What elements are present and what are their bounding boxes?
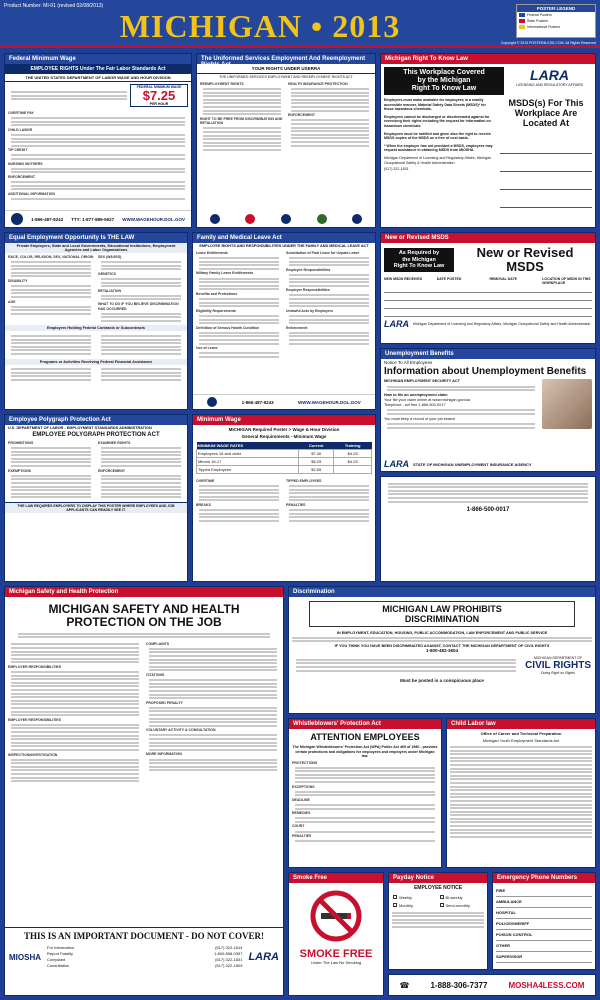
smoke-free-sub: Under The Law No Smoking <box>310 960 362 965</box>
flsa-contact <box>5 210 191 227</box>
panel-title: Discrimination <box>289 587 595 597</box>
lara-logo: LARA <box>384 459 409 469</box>
discrimination-contact: IF YOU THINK YOU HAVE BEEN DISCRIMINATED AGAINST, CONTACT THE MICHIGAN DEPARTMENT OF CIVIL RIGHTS <box>334 643 550 648</box>
panel-eeo <box>4 232 188 410</box>
emergency-row: FIRE <box>496 886 592 897</box>
civil-rights-logo: MICHIGAN DEPARTMENT OF CIVIL RIGHTS Doing Right on Rights <box>525 655 591 675</box>
panel-discrimination <box>288 586 596 714</box>
panel-smoke-free <box>288 872 384 996</box>
msds-table-lines[interactable] <box>381 285 595 317</box>
legend-title: POSTER LEGEND <box>517 5 595 12</box>
msds-footer: LARA Michigan Department of Licensing and Regulatory Affairs, Michigan Occupational Safety and Health Administration <box>384 319 591 329</box>
panel-title: Family and Medical Leave Act <box>193 233 375 243</box>
panel-payday <box>388 872 488 970</box>
do-not-cover: THIS IS AN IMPORTANT DOCUMENT - DO NOT COVER! <box>23 931 265 941</box>
legend-item: State Posters <box>517 18 595 24</box>
panel-child-labor <box>446 718 596 868</box>
product-number: Product Number: MI-01 (revised 02/08/2013) <box>4 3 104 9</box>
safety-contacts: For Information (517) 322-1814 Report Fatality 1-800-858-0397 Complaint (517) 322-1831 Consultation (517) 322-1809 <box>47 945 243 968</box>
seal-icon <box>245 214 255 224</box>
no-smoking-icon <box>309 889 363 943</box>
footer-site: MOSHA4LESS.COM <box>508 980 585 990</box>
emergency-row: POLICE/SHERIFF <box>496 919 592 930</box>
contact-site: WWW.WAGEHOUR.DOL.GOV <box>298 399 361 405</box>
panel-title: The Uniformed Services Employment And Reemployment Rights Act <box>197 54 375 64</box>
mi-wage-heading: MICHIGAN Required Poster > Wage & Hour Division <box>228 427 340 432</box>
panel-right-to-know <box>380 53 596 228</box>
fmla-body: Leave Entitlements Military Family Leave Entitlements Benefits and Protections Eligibility Requirements Definition of Serious Health Condition Use of Leave Substitution of Paid Leave for Unpaid Leave Employee Responsibilities Employer Responsibilities Unlawful Acts by Employers Enforcement <box>193 249 375 361</box>
covered-box: This Workplace Covered by the Michigan Right To Know Law <box>384 67 504 95</box>
lara-logo: LARA <box>248 951 279 963</box>
emergency-row: POISON CONTROL <box>496 930 592 941</box>
panel-blank-right <box>380 476 596 582</box>
panel-safety <box>4 586 284 996</box>
panel-title: Emergency Phone Numbers <box>493 873 595 883</box>
panel-title: Michigan Safety and Health Protection <box>5 587 283 597</box>
panel-title: New or Revised MSDS <box>381 233 595 243</box>
legend-item: Informational Posters <box>517 24 595 30</box>
phone-icon: ☎ <box>399 980 410 990</box>
panel-federal-minimum-wage <box>4 53 192 228</box>
checkbox-icon <box>393 903 397 907</box>
table-row: Minors 16-17 $6.29 $4.25 <box>197 458 372 466</box>
intro-text <box>8 89 130 101</box>
uia-phone: 1-866-500-0017 <box>466 506 510 513</box>
safety-footer <box>5 927 283 995</box>
polygraph-agency: U.S. DEPARTMENT OF LABOR - EMPLOYMENT STANDARDS ADMINISTRATION <box>8 426 152 430</box>
panel-title: Minimum Wage <box>193 415 375 425</box>
panel-polygraph <box>4 414 188 582</box>
panel-emergency <box>492 872 596 970</box>
panel-title: Child Labor law <box>447 719 595 729</box>
eeo-body: RACE, COLOR, RELIGION, SEX, NATIONAL ORIGIN DISABILITY AGE SEX (WAGES) GENETICS RETALIATION WHAT TO DO IF YOU BELIEVE DISCRIMINATION HAS OCCURRED <box>5 253 187 325</box>
poster-header <box>0 0 600 48</box>
panel-title: Unemployment Benefits <box>381 349 595 359</box>
userra-body: REEMPLOYMENT RIGHTS RIGHT TO BE FREE FROM DISCRIMINATION AND RETALIATION HEALTH INSURANCE PROTECTION ENFORCEMENT <box>197 80 375 155</box>
discrimination-title: MICHIGAN LAW PROHIBITS DISCRIMINATION <box>309 601 575 627</box>
posting-notice: Must be posted in a conspicuous place <box>400 677 484 683</box>
mi-wage-body: OVERTIME BREAKS TIPPED EMPLOYEES PENALTIES <box>193 477 375 526</box>
contact-phone: 1-866-487-9243 <box>31 216 64 222</box>
uia-footer: LARA STATE OF MICHIGAN UNEMPLOYMENT INSURANCE AGENCY <box>384 459 532 469</box>
payday-option[interactable]: Bi-weekly <box>440 895 484 900</box>
seal-icon <box>281 214 291 224</box>
lara-logo: LARA LICENSING AND REGULATORY AFFAIRS <box>515 67 584 87</box>
fmla-heading: EMPLOYEE RIGHTS AND RESPONSIBILITIES UNDER THE FAMILY AND MEDICAL LEAVE ACT <box>199 244 369 248</box>
miosha-logo: MIOSHA <box>9 952 41 962</box>
emergency-row: SUPERVISOR <box>496 952 592 963</box>
checkbox-icon <box>440 903 444 907</box>
wpa-sections: PROTECTIONS EXCEPTIONS DEADLINE REMEDIES COURT PENALTIES <box>289 759 441 846</box>
mi-wage-subheading: General Requirements - Minimum Wage <box>241 434 327 439</box>
checkbox-icon <box>440 895 444 899</box>
eeo-subheading: Employers Holding Federal Contracts or Subcontracts <box>5 325 187 331</box>
panel-title: Whistleblowers' Protection Act <box>289 719 441 729</box>
swatch-icon <box>519 13 525 17</box>
panel-title: Equal Employment Opportunity Is THE LAW <box>5 233 187 243</box>
person-photo-icon <box>542 379 592 429</box>
discrimination-phone: 1-800-482-3604 <box>425 647 459 653</box>
seal-icon <box>11 213 23 225</box>
polygraph-heading: EMPLOYEE POLYGRAPH PROTECTION ACT <box>32 432 160 438</box>
msds-table-head: NEW MSDS RECEIVED DATE POSTED REMOVAL DATE LOCATION OF MSDS IN THIS WORKPLACE <box>384 277 591 285</box>
emergency-row: HOSPITAL <box>496 908 592 919</box>
emergency-row: AMBULANCE <box>496 897 592 908</box>
footer-phone: 1-888-306-7377 <box>430 980 488 990</box>
notice-line: Notice To All Employees <box>384 360 433 365</box>
poster-title: MICHIGAN • 2013 <box>119 8 401 44</box>
contact-phone: 1-866-487-9243 <box>241 399 274 405</box>
userra-heading: YOUR RIGHTS UNDER USERRA <box>197 64 375 74</box>
panel-userra <box>196 53 376 228</box>
unemployment-steps: MICHIGAN EMPLOYMENT SECURITY ACT How to file an unemployment claim Your file your claim online at www.michigan.gov/uia Telephone - toll free 1-866-500-0017 You must keep a record of your job search <box>384 379 538 430</box>
eeo-heading: Private Employers, State and Local Governments, Educational Institutions, Employment Agencies and Labor Organizations <box>5 243 187 253</box>
agency-logos <box>197 214 375 224</box>
seal-icon <box>352 214 362 224</box>
emergency-list <box>493 883 595 966</box>
attention-heading: ATTENTION EMPLOYEES <box>310 732 420 742</box>
panel-title: Payday Notice <box>389 873 487 883</box>
agency-name: THE UNITED STATES DEPARTMENT OF LABOR WAGE AND HOUR DIVISION <box>5 74 191 82</box>
panel-whistleblowers <box>288 718 442 868</box>
panel-title: Smoke Free <box>289 873 383 883</box>
payday-option[interactable]: Weekly <box>393 895 437 900</box>
lara-logo: LARA <box>384 319 409 329</box>
panel-title: Employee Polygraph Protection Act <box>5 415 187 425</box>
panel-unemployment <box>380 348 596 472</box>
wpa-intro: The Michigan Whistleblowers' Protection Act (WPA) Public Act 469 of 1980 - provides certain protections and obligations for employees and employers under Michigan law. <box>292 745 438 758</box>
payday-heading: EMPLOYEE NOTICE <box>413 885 463 891</box>
seal-icon <box>317 214 327 224</box>
polygraph-body: PROHIBITIONS EXEMPTIONS EXAMINEE RIGHTS ENFORCEMENT <box>5 439 187 502</box>
payday-option[interactable]: Semi-monthly <box>440 903 484 908</box>
smoke-free-label: SMOKE FREE <box>299 948 373 960</box>
required-box: As Required by the Michigan Right To Know Law <box>384 248 454 272</box>
panel-title: Federal Minimum Wage <box>5 54 191 64</box>
unemployment-contact-lines <box>381 477 595 517</box>
panel-new-msds <box>380 232 596 344</box>
wage-rate-table: MINIMUM WAGE RATES Current Training Employees 18 and older $7.40 $4.25 Minors 16-17 $6.29 $4.25 Tipped Employees $2.65 <box>196 442 372 474</box>
unemployment-title: Information about Unemployment Benefits <box>384 366 587 377</box>
discrimination-scope: IN EMPLOYMENT, EDUCATION, HOUSING, PUBLIC ACCOMMODATION, LAW ENFORCEMENT AND PUBLIC SERVICE <box>336 631 548 635</box>
new-msds-title: New or Revised MSDS <box>476 245 574 274</box>
seal-icon <box>207 397 217 407</box>
right-to-know-text: Employers must make available for employees in a readily accessible manner, Material Safety Data Sheets (MSDS)* for those hazardous chemicals. Employees cannot be discharged or discriminated against for exercising their rights including the request for information on hazardous chemicals. Employees must be notified and given also the right to receive MSDS copies of the MSDS on a free of cost basis. * When the employer has not provided a MSDS, employees may request assistance in obtaining MSDS from MIOSHA. Michigan Department of Licensing and Regulatory Affairs, Michigan Occupational Safety & Health Administration (517) 322-1831 <box>384 98 493 172</box>
federal-wage: $7.25 <box>142 88 176 103</box>
flsa-sections: OVERTIME PAY CHILD LABOR TIP CREDIT NURSING MOTHERS ENFORCEMENT ADDITIONAL INFORMATION <box>5 109 191 203</box>
msds-location-box: MSDS(s) For This Workplace Are Located At <box>500 98 592 208</box>
copyright-text: Copyright © 2013 POSTER4LESS.COM. All Rights Reserved <box>500 41 596 45</box>
child-labor-heading: Office of Career and Technical Preparation <box>480 731 562 736</box>
flsa-heading: EMPLOYEE RIGHTS Under The Fair Labor Standards Act <box>5 64 191 74</box>
contact-tty: TTY: 1-877-889-5627 <box>71 216 115 222</box>
child-labor-subheading: Michigan Youth Employment Standards Act <box>482 738 560 743</box>
fmla-contact <box>193 394 375 409</box>
eeo-subheading: Programs or Activities Receiving Federal Financial Assistance <box>5 359 187 365</box>
polygraph-footer: THE LAW REQUIRES EMPLOYERS TO DISPLAY THIS POSTER WHERE EMPLOYEES AND JOB APPLICANTS CAN READILY SEE IT. <box>5 502 187 513</box>
swatch-icon <box>519 19 525 23</box>
payday-options <box>389 893 487 910</box>
emergency-row: OTHER <box>496 941 592 952</box>
table-row: Employees 18 and older $7.40 $4.25 <box>197 450 372 458</box>
legend-item: Federal Posters <box>517 12 595 18</box>
safety-title: MICHIGAN SAFETY AND HEALTH PROTECTION ON THE JOB <box>48 602 240 629</box>
safety-body: EMPLOYER RESPONSIBILITIES EMPLOYEE RESPONSIBILITIES INSPECTION/INVESTIGATION COMPLAINTS CITATIONS PROPOSED PENALTY VOLUNTARY ACTIVITY & CONSULTATION MORE INFORMATION <box>5 640 283 786</box>
panel-title: Michigan Right To Know Law <box>381 54 595 64</box>
poster-footer <box>388 974 596 996</box>
poster-legend <box>516 4 596 38</box>
contact-site: WWW.WAGEHOUR.DOL.GOV <box>122 216 185 222</box>
panel-mi-minimum-wage <box>192 414 376 582</box>
checkbox-icon <box>393 895 397 899</box>
panel-fmla <box>192 232 376 410</box>
location-lines[interactable] <box>500 136 592 208</box>
table-row: Tipped Employees $2.65 <box>197 466 372 474</box>
userra-subheading: THE UNIFORMED SERVICES EMPLOYMENT AND REEMPLOYMENT RIGHTS ACT <box>219 75 353 79</box>
payday-option[interactable]: Monthly <box>393 903 437 908</box>
seal-icon <box>210 214 220 224</box>
wage-box: FEDERAL MINIMUM WAGE $7.25 PER HOUR <box>130 84 188 107</box>
swatch-icon <box>519 25 525 29</box>
